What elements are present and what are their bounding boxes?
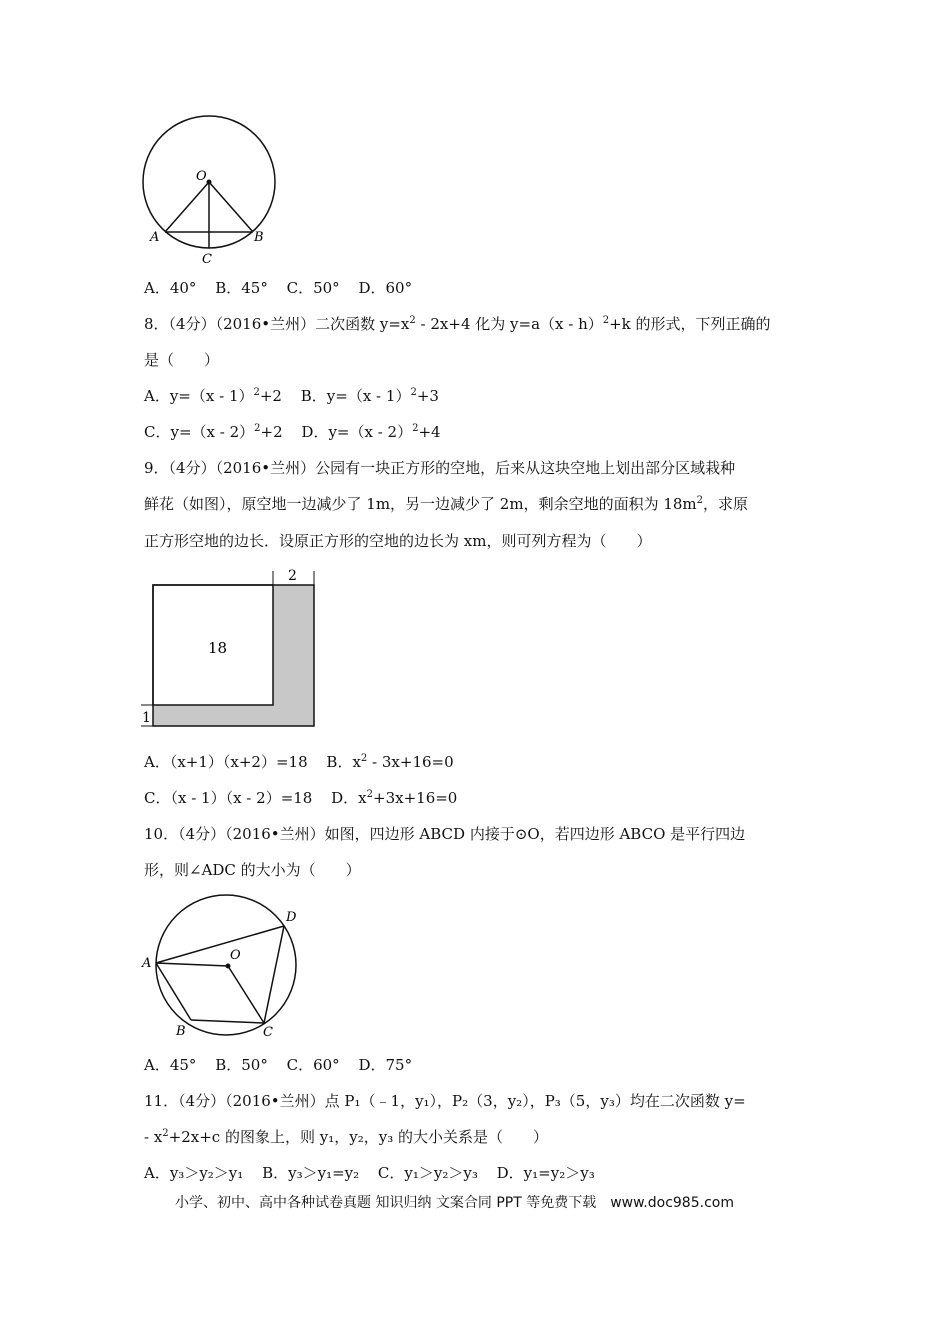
q11-option-a: A．y₃＞y₂＞y₁ (144, 1164, 244, 1182)
q8-options-row2 (144, 422, 455, 442)
q11-options (144, 1163, 609, 1183)
q7-option-a: A．40° (144, 279, 197, 297)
circle-triangle-figure (138, 112, 283, 267)
q9-stem-line3: 正方形空地的边长．设原正方形的空地的边长为 xm，则可列方程为（ ） (144, 532, 652, 550)
q9-stem-line2: 鲜花（如图），原空地一边减少了 1m，另一边减少了 2m，剩余空地的面积为 $18m^2$，求原 (144, 495, 749, 513)
q11-stem-line2: - $x^2+2x+c$ 的图象上，则 y₁，y₂，y₃ 的大小关系是（ ） (144, 1128, 548, 1146)
q7-options (144, 278, 426, 298)
q11-option-d: D．y₁=y₂＞y₃ (496, 1164, 595, 1182)
q9-stem-line1: 9．（4分）（2016•兰州）公园有一块正方形的空地，后来从这块空地上划出部分区域栽种 (144, 459, 736, 477)
q9-options-row2 (144, 788, 471, 808)
q8-option-a: A．y=（x - 1）$^2$+2 (144, 387, 282, 405)
q7-option-b: B．45° (215, 279, 268, 297)
q11-option-c: C．y₁＞y₂＞y₃ (377, 1164, 478, 1182)
left-width-label: 1 (142, 710, 151, 726)
footer-text: 小学、初中、高中各种试卷真题 知识归纳 文案合同 PPT 等免费下载 www.doc985.com (175, 1195, 734, 1211)
label-b: B (176, 1024, 186, 1039)
q10-stem-line1: 10．（4分）（2016•兰州）如图，四边形 ABCD 内接于⊙O，若四边形 ABCO 是平行四边 (144, 825, 746, 843)
q8-option-c: C．y=（x - 2）$^2$+2 (144, 423, 283, 441)
q8-option-b: B．y=（x - 1）$^2$+3 (300, 387, 439, 405)
label-b: B (254, 230, 264, 245)
label-c: C (202, 252, 212, 267)
square-garden-figure (138, 565, 323, 735)
q10-stem-line2: 形，则∠ADC 的大小为（ ） (144, 861, 361, 879)
q9-option-d: D．$x^2+3x+16=0$ (331, 789, 458, 807)
label-o: O (230, 948, 241, 963)
q7-option-d: D．60° (358, 279, 413, 297)
label-c: C (263, 1025, 273, 1040)
q10-options (144, 1055, 426, 1075)
q8-stem-line2: 是（ ） (144, 351, 220, 369)
q9-options-row1 (144, 752, 468, 772)
q10-option-b: B．50° (215, 1056, 268, 1074)
label-o: O (196, 169, 207, 184)
q10-option-a: A．45° (144, 1056, 197, 1074)
label-a: A (150, 230, 160, 245)
inscribed-quadrilateral-figure (138, 893, 308, 1043)
q10-option-c: C．60° (286, 1056, 340, 1074)
q9-option-b: B．$x^2 - 3x+16=0$ (326, 753, 454, 771)
q8-option-d: D．y=（x - 2）$^2$+4 (301, 423, 441, 441)
q9-option-c: C．（x - 1）（x - 2）=18 (144, 789, 313, 807)
q9-option-a: A．（x+1）（x+2）=18 (144, 753, 308, 771)
q11-stem-line1: 11．（4分）（2016•兰州）点 P₁（﹣1，y₁），P₂（3，y₂），P₃（5，y₃）均在二次函数 y= (144, 1092, 746, 1110)
q10-option-d: D．75° (358, 1056, 413, 1074)
label-a: A (142, 956, 152, 971)
q7-option-c: C．50° (286, 279, 340, 297)
q11-option-b: B．y₃＞y₁=y₂ (262, 1164, 360, 1182)
top-width-label: 2 (288, 568, 297, 584)
q8-options-row1 (144, 386, 453, 406)
label-d: D (286, 910, 297, 925)
area-label: 18 (208, 639, 228, 657)
q8-stem-line1: 8．（4分）（2016•兰州）二次函数 $y=x^2 - 2x+4$ 化为 y=a（x - h）$^2$+k 的形式，下列正确的 (144, 315, 771, 333)
